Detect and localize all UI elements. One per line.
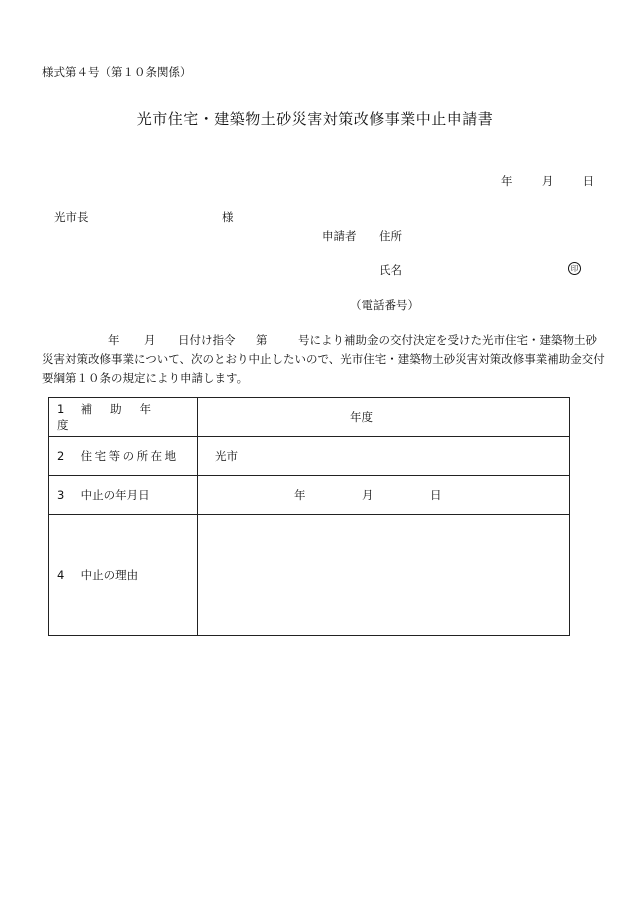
row-number: 3: [57, 488, 65, 502]
row-label-text: 住宅等の所在地: [80, 449, 179, 463]
cancellation-reason-field[interactable]: [198, 515, 570, 636]
table-row: [49, 515, 570, 636]
date-day: 日: [582, 174, 595, 188]
cancel-day: 日: [430, 488, 442, 502]
subsidy-year-field[interactable]: [198, 398, 570, 437]
row-label-text: 中止の年月日: [80, 488, 150, 502]
body-line-1: [42, 331, 597, 350]
body-date-prefix: 日付け指令: [178, 333, 236, 347]
body-year: 年: [108, 333, 120, 347]
recipient-honorific: 様: [222, 210, 234, 224]
applicant-label: 申請者: [322, 229, 357, 243]
table-row: [49, 476, 570, 515]
cancel-year: 年: [294, 488, 306, 502]
body-line-3: 要綱第１０条の規定により申請します。: [42, 371, 249, 385]
name-label: 氏名: [379, 263, 402, 277]
row-label: [49, 398, 198, 437]
cancel-month: 月: [362, 488, 374, 502]
property-location-field[interactable]: [198, 437, 570, 476]
row-label-text: 補助年度: [57, 402, 170, 432]
phone-label: （電話番号）: [350, 298, 419, 312]
seal-mark: 印: [568, 262, 581, 275]
cancellation-date-field[interactable]: [198, 476, 570, 515]
date-year: 年: [501, 174, 513, 188]
row-number: 1: [57, 402, 65, 416]
application-body: [42, 331, 605, 388]
row-number: 2: [57, 449, 65, 463]
document-title: 光市住宅・建築物土砂災害対策改修事業中止申請書: [136, 110, 494, 128]
subsidy-year-unit: 年度: [350, 410, 373, 424]
table-row: [49, 398, 570, 437]
row-label: [49, 515, 198, 636]
row-label: [49, 437, 198, 476]
date-month: 月: [541, 174, 554, 188]
form-number: 様式第４号（第１０条関係）: [42, 65, 192, 79]
submission-date: [501, 173, 594, 189]
application-table: [48, 397, 570, 636]
table-row: [49, 437, 570, 476]
property-location-prefix: 光市: [215, 449, 238, 463]
body-number-prefix: 第: [256, 333, 268, 347]
row-number: 4: [57, 568, 65, 582]
body-month: 月: [144, 333, 156, 347]
body-line-1-rest: 号により補助金の交付決定を受けた光市住宅・建築物土砂: [298, 333, 597, 347]
body-line-2: 災害対策改修事業について、次のとおり中止したいので、光市住宅・建築物土砂災害対策改修事業補助金交付: [42, 352, 605, 366]
address-label: 住所: [379, 229, 402, 243]
recipient-name: 光市長: [54, 210, 89, 224]
row-label: [49, 476, 198, 515]
row-label-text: 中止の理由: [80, 568, 139, 582]
